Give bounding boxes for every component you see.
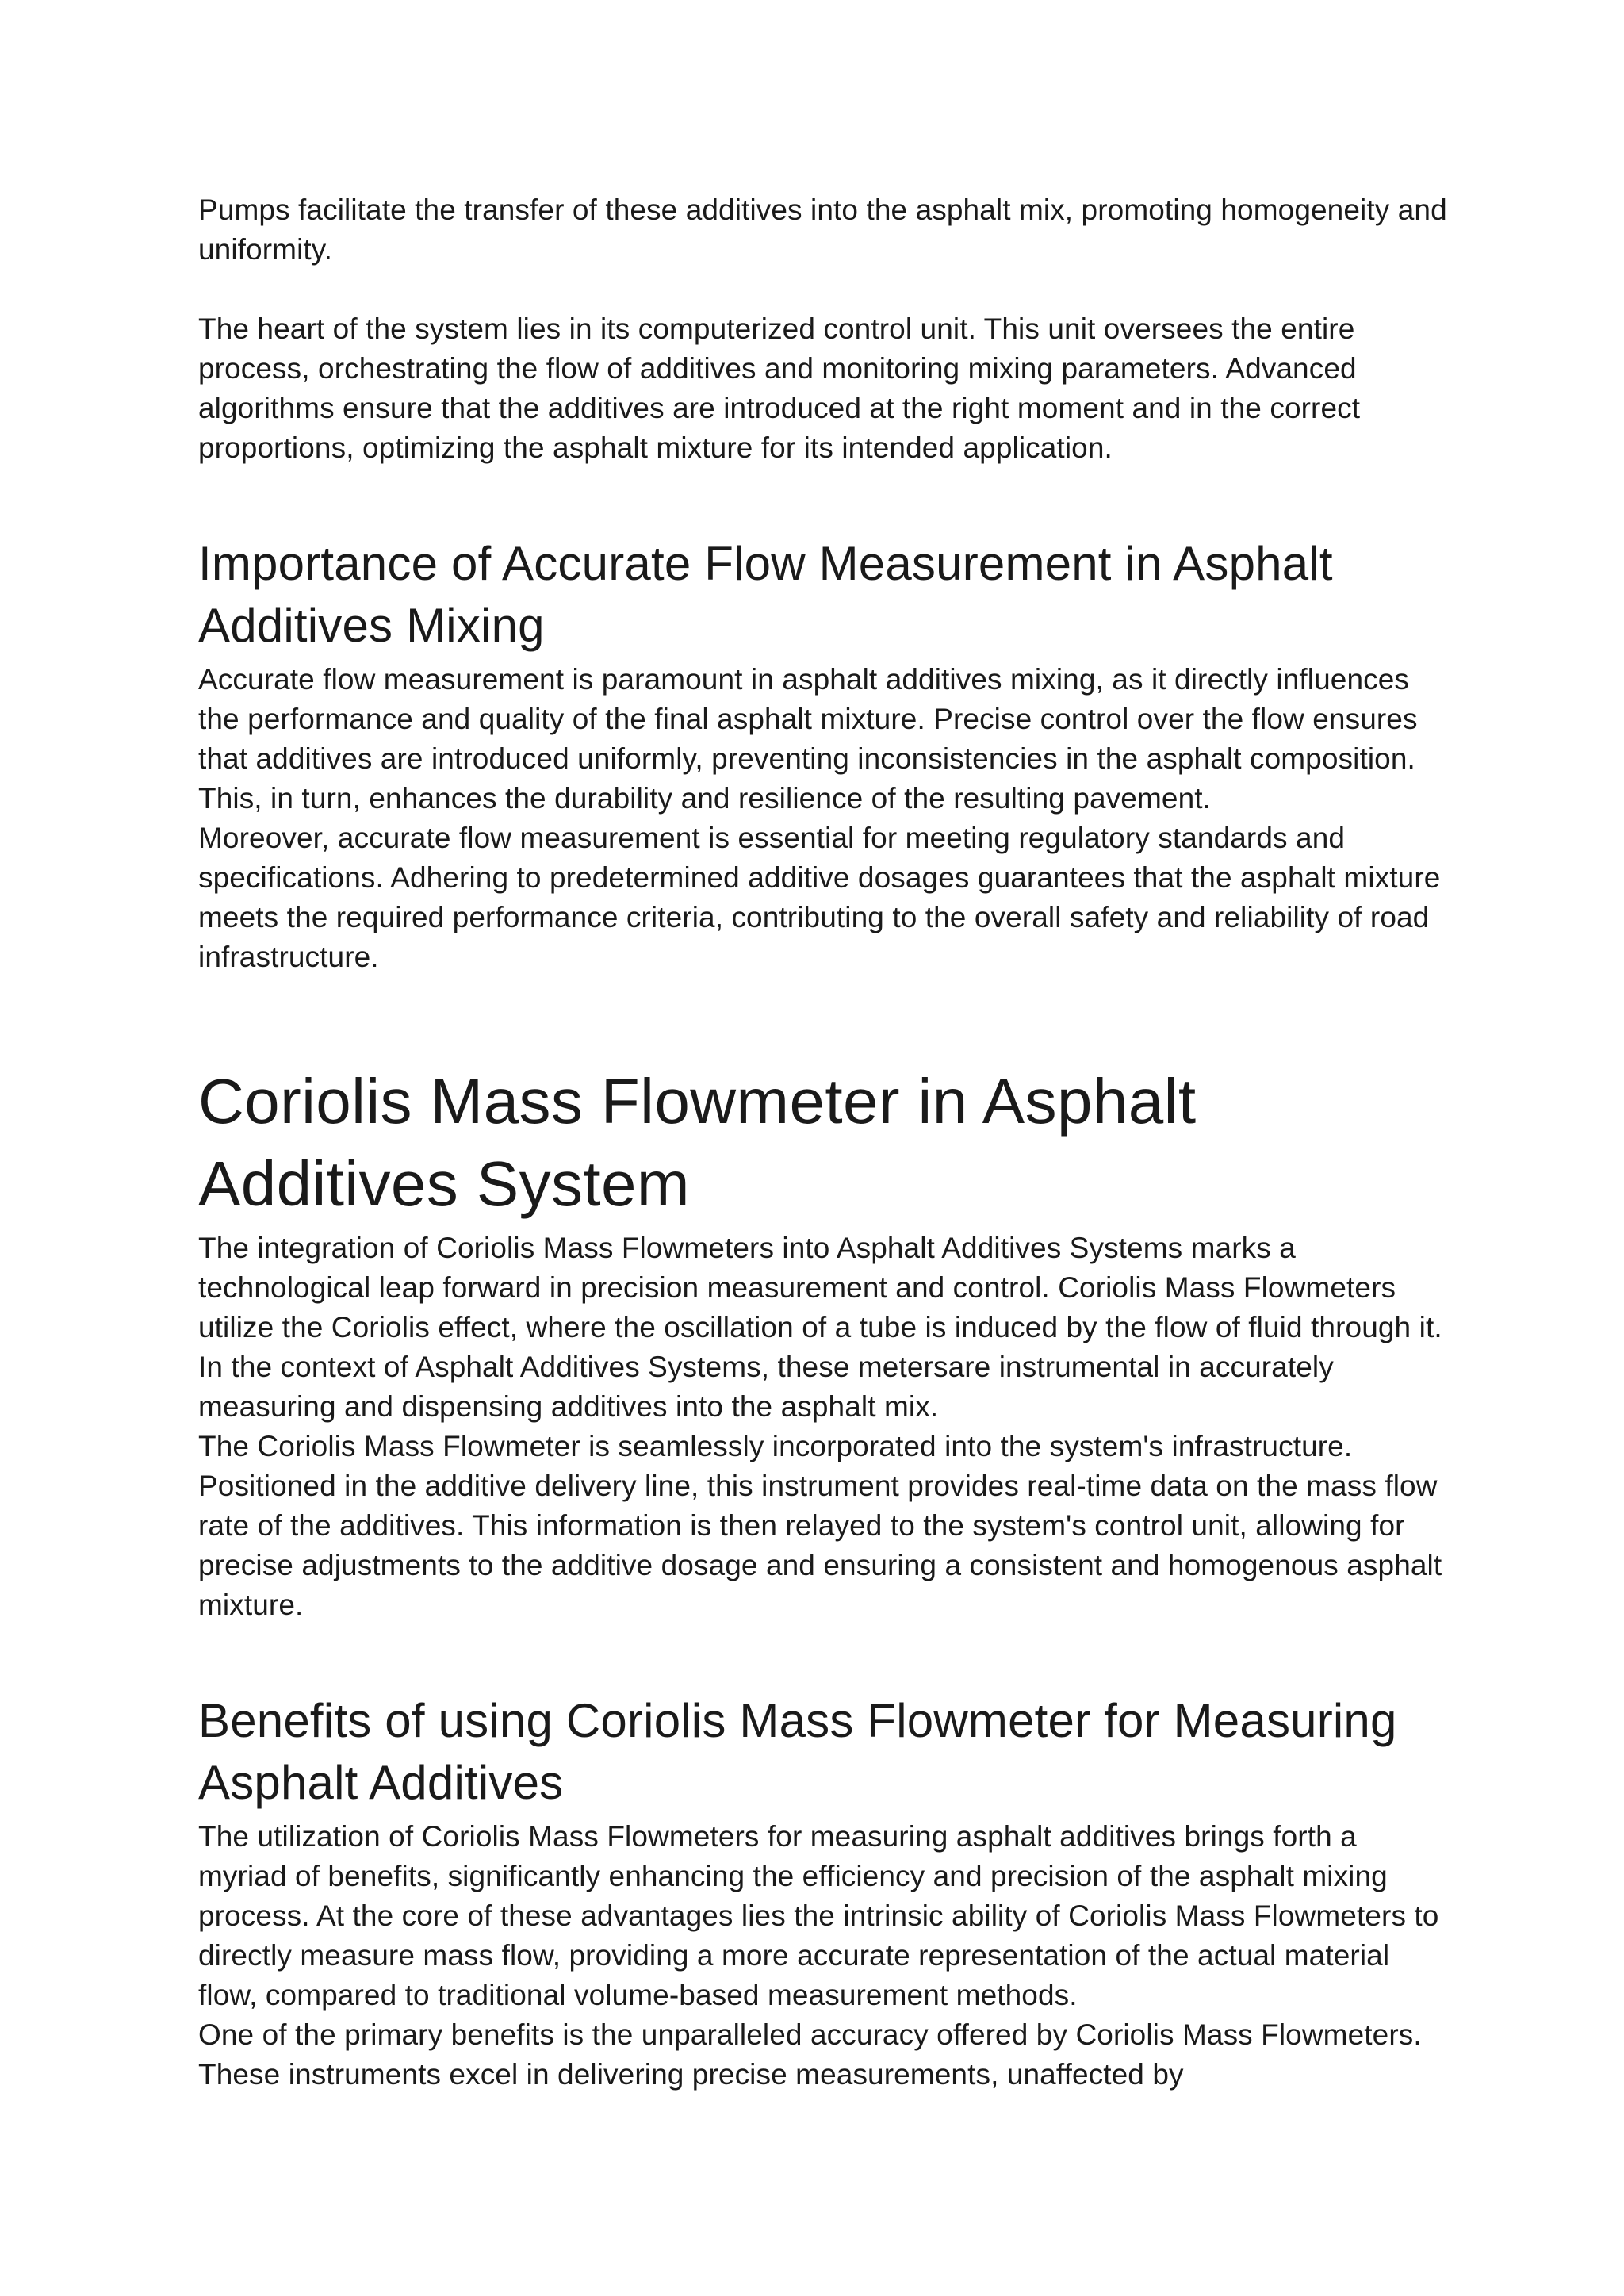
- heading-coriolis-in-system: Coriolis Mass Flowmeter in Asphalt Additives System: [198, 1066, 1197, 1219]
- document-page: [198, 190, 1451, 2095]
- paragraph-coriolis-incorporation: The Coriolis Mass Flowmeter is seamlessly incorporated into the system's infrastructure. Positioned in the additive delivery line, this instrument provides real-time data on the mass flow rate of the additives. This information is then relayed to the system's control unit, allowing for precise adjustments to the additive dosage and ensuring a consistent and homogenous asphalt mixture.: [198, 1430, 1442, 1621]
- paragraph-coriolis-integration: The integration of Coriolis Mass Flowmeters into Asphalt Additives Systems marks a technological leap forward in precision measurement and control. Coriolis Mass Flowmeters utilize the Coriolis effect, where the oscillation of a tube is induced by the flow of fluid through it. In the context of Asphalt Additives Systems, these metersare instrumental in accurately measuring and dispensing additives into the asphalt mix.: [198, 1232, 1442, 1423]
- heading-benefits-coriolis: Benefits of using Coriolis Mass Flowmeter for Measuring Asphalt Additives: [198, 1694, 1397, 1809]
- paragraph-benefits-overview: The utilization of Coriolis Mass Flowmeters for measuring asphalt additives brings forth a myriad of benefits, significantly enhancing the efficiency and precision of the asphalt mixing process. At the core of these advantages lies the intrinsic ability of Coriolis Mass Flowmeters to directly measure mass flow, providing a more accurate representation of the actual material flow, compared to traditional volume-based measurement methods.: [198, 1820, 1439, 2011]
- paragraph-accurate-flow-importance: Accurate flow measurement is paramount in asphalt additives mixing, as it directly influences the performance and quality of the final asphalt mixture. Precise control over the flow ensures that additives are introduced uniformly, preventing inconsistencies in the asphalt composition. This, in turn, enhances the durability and resilience of the resulting pavement.: [198, 663, 1418, 815]
- paragraph-gap: [198, 270, 1451, 309]
- section-gap: [198, 977, 1451, 1060]
- section-gap: [198, 1625, 1451, 1690]
- paragraph-control-unit: The heart of the system lies in its computerized control unit. This unit oversees the entire process, orchestrating the flow of additives and monitoring mixing parameters. Advanced algorithms ensure that the additives are introduced at the right moment and in the correct proportions, optimizing the asphalt mixture for its intended application.: [198, 312, 1361, 464]
- paragraph-primary-benefit-accuracy: One of the primary benefits is the unparalleled accuracy offered by Coriolis Mass Flowmeters. These instruments excel in delivering precise measurements, unaffected by: [198, 2018, 1422, 2091]
- paragraph-pumps-transfer: Pumps facilitate the transfer of these additives into the asphalt mix, promoting homogeneity and uniformity.: [198, 194, 1447, 266]
- heading-accurate-flow-measurement: Importance of Accurate Flow Measurement in Asphalt Additives Mixing: [198, 537, 1333, 652]
- section-gap: [198, 468, 1451, 533]
- paragraph-regulatory-standards: Moreover, accurate flow measurement is essential for meeting regulatory standards and specifications. Adhering to predetermined additive dosages guarantees that the asphalt mixture meets the required performance criteria, contributing to the overall safety and reliability of road infrastructure.: [198, 822, 1441, 973]
